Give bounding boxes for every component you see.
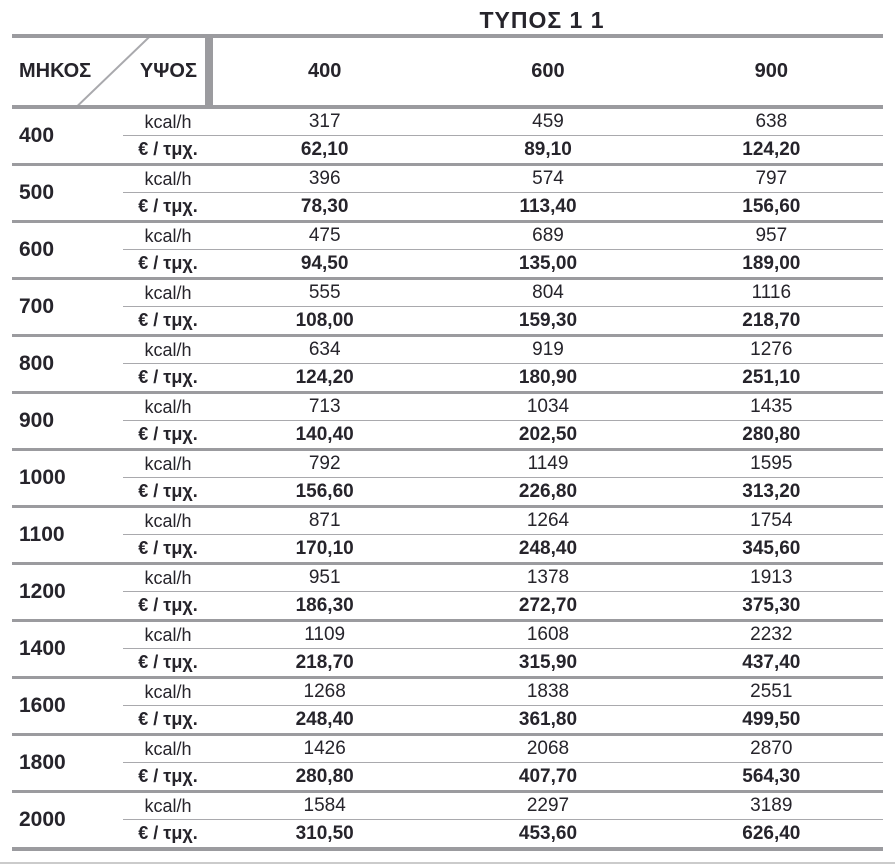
kcal-value: 2297 <box>436 793 659 820</box>
price-value: 159,30 <box>518 310 578 331</box>
price-value: 626,40 <box>742 823 801 844</box>
metric-label-price: € / τμχ. <box>138 709 198 729</box>
kcal-value: 919 <box>436 337 659 364</box>
price-value: 499,50 <box>742 709 801 730</box>
price-value: 135,00 <box>518 253 578 274</box>
price-value: 226,80 <box>518 481 578 502</box>
row-header-length: 800 <box>19 352 55 375</box>
col-axis-label: ΥΨΟΣ <box>139 60 197 82</box>
table-row-group <box>12 448 883 505</box>
kcal-value: 574 <box>436 166 659 193</box>
price-value: 310,50 <box>295 823 354 844</box>
corner-cell <box>12 38 205 105</box>
metric-label-kcal: kcal/h <box>123 223 213 250</box>
price-table <box>12 34 883 851</box>
kcal-value: 957 <box>660 223 883 250</box>
kcal-value: 2232 <box>660 622 883 649</box>
price-value: 156,60 <box>295 481 354 502</box>
kcal-value: 638 <box>660 109 883 136</box>
metric-label-price: € / τμχ. <box>138 481 198 501</box>
table-row-group <box>12 163 883 220</box>
price-value: 124,20 <box>742 139 801 160</box>
metric-label-kcal: kcal/h <box>123 622 213 649</box>
table-row-group <box>12 109 883 163</box>
kcal-value: 713 <box>213 394 436 421</box>
metric-label-price: € / τμχ. <box>138 139 198 159</box>
kcal-value: 555 <box>213 280 436 307</box>
metric-label-price: € / τμχ. <box>138 367 198 387</box>
metric-label-price: € / τμχ. <box>138 424 198 444</box>
row-header-length: 700 <box>19 295 55 318</box>
metric-label-price: € / τμχ. <box>138 196 198 216</box>
metric-label-price: € / τμχ. <box>138 538 198 558</box>
kcal-value: 2870 <box>660 736 883 763</box>
table-row-group <box>12 220 883 277</box>
kcal-value: 1913 <box>660 565 883 592</box>
price-value: 248,40 <box>295 709 354 730</box>
table-body <box>12 109 883 847</box>
kcal-value: 797 <box>660 166 883 193</box>
metric-label-kcal: kcal/h <box>123 280 213 307</box>
price-value: 170,10 <box>295 538 354 559</box>
header-divider-bar <box>205 38 213 105</box>
metric-label-kcal: kcal/h <box>123 793 213 820</box>
kcal-value: 871 <box>213 508 436 535</box>
row-header-length: 1000 <box>19 466 66 489</box>
page-title: ΤΥΠΟΣ 1 1 <box>479 7 605 33</box>
table-row-group <box>12 277 883 334</box>
price-value: 62,10 <box>300 139 349 160</box>
column-header-900: 900 <box>754 60 788 82</box>
row-header-length: 1100 <box>19 523 65 546</box>
metric-label-price: € / τμχ. <box>138 766 198 786</box>
kcal-value: 1276 <box>660 337 883 364</box>
bottom-divider <box>0 862 895 864</box>
kcal-value: 1268 <box>213 679 436 706</box>
kcal-value: 2068 <box>436 736 659 763</box>
kcal-value: 804 <box>436 280 659 307</box>
row-header-length: 1600 <box>19 694 66 717</box>
metric-label-price: € / τμχ. <box>138 595 198 615</box>
table-row-group <box>12 505 883 562</box>
kcal-value: 1378 <box>436 565 659 592</box>
kcal-value: 634 <box>213 337 436 364</box>
row-header-length: 1800 <box>19 751 66 774</box>
price-value: 89,10 <box>524 139 572 160</box>
price-value: 113,40 <box>519 196 577 217</box>
price-value: 189,00 <box>742 253 801 274</box>
price-value: 361,80 <box>518 709 578 730</box>
kcal-value: 1608 <box>436 622 659 649</box>
kcal-value: 1149 <box>436 451 659 478</box>
metric-label-price: € / τμχ. <box>138 310 198 330</box>
table-row-group <box>12 676 883 733</box>
price-value: 272,70 <box>518 595 578 616</box>
price-value: 437,40 <box>742 652 801 673</box>
table-row-group <box>12 334 883 391</box>
metric-label-kcal: kcal/h <box>123 394 213 421</box>
kcal-value: 3189 <box>660 793 883 820</box>
price-value: 280,80 <box>295 766 354 787</box>
price-value: 156,60 <box>742 196 801 217</box>
table-header <box>12 38 883 109</box>
price-value: 313,20 <box>742 481 801 502</box>
row-header-length: 900 <box>19 409 55 432</box>
kcal-value: 2551 <box>660 679 883 706</box>
row-header-length: 1400 <box>19 637 66 660</box>
price-value: 375,30 <box>742 595 801 616</box>
kcal-value: 1584 <box>213 793 436 820</box>
price-value: 251,10 <box>742 367 801 388</box>
price-value: 564,30 <box>742 766 801 787</box>
kcal-value: 459 <box>436 109 659 136</box>
metric-label-kcal: kcal/h <box>123 166 213 193</box>
table-row-group <box>12 733 883 790</box>
price-value: 248,40 <box>518 538 578 559</box>
price-value: 180,90 <box>518 367 578 388</box>
title-row <box>0 0 895 34</box>
kcal-value: 689 <box>436 223 659 250</box>
price-value: 218,70 <box>295 652 354 673</box>
price-value: 186,30 <box>295 595 354 616</box>
price-value: 453,60 <box>518 823 578 844</box>
metric-label-kcal: kcal/h <box>123 736 213 763</box>
kcal-value: 792 <box>213 451 436 478</box>
row-header-length: 400 <box>19 124 55 147</box>
metric-label-price: € / τμχ. <box>138 823 198 843</box>
price-value: 78,30 <box>300 196 349 217</box>
kcal-value: 1109 <box>213 622 436 649</box>
price-value: 140,40 <box>295 424 354 445</box>
table-row-group <box>12 790 883 847</box>
price-value: 345,60 <box>742 538 801 559</box>
metric-label-kcal: kcal/h <box>123 679 213 706</box>
price-value: 407,70 <box>518 766 578 787</box>
price-value: 218,70 <box>742 310 801 331</box>
kcal-value: 396 <box>213 166 436 193</box>
kcal-value: 1426 <box>213 736 436 763</box>
metric-label-kcal: kcal/h <box>123 337 213 364</box>
metric-label-price: € / τμχ. <box>138 652 198 672</box>
kcal-value: 1264 <box>436 508 659 535</box>
column-header-600: 600 <box>531 60 565 82</box>
column-header-400: 400 <box>307 60 342 82</box>
metric-label-kcal: kcal/h <box>123 109 213 136</box>
kcal-value: 1754 <box>660 508 883 535</box>
metric-label-kcal: kcal/h <box>123 451 213 478</box>
kcal-value: 1435 <box>660 394 883 421</box>
diagonal-divider-line <box>12 38 205 105</box>
price-value: 280,80 <box>742 424 801 445</box>
metric-label-kcal: kcal/h <box>123 508 213 535</box>
kcal-value: 317 <box>213 109 436 136</box>
metric-label-kcal: kcal/h <box>123 565 213 592</box>
metric-label-price: € / τμχ. <box>138 253 198 273</box>
table-row-group <box>12 391 883 448</box>
kcal-value: 1034 <box>436 394 659 421</box>
price-value: 315,90 <box>518 652 578 673</box>
kcal-value: 1595 <box>660 451 883 478</box>
kcal-value: 951 <box>213 565 436 592</box>
table-row-group <box>12 619 883 676</box>
row-header-length: 500 <box>19 181 55 204</box>
table-row-group <box>12 562 883 619</box>
row-header-length: 2000 <box>19 808 66 831</box>
row-header-length: 600 <box>19 238 55 261</box>
kcal-value: 1116 <box>660 280 883 307</box>
price-value: 94,50 <box>300 253 349 274</box>
price-value: 202,50 <box>518 424 578 445</box>
kcal-value: 475 <box>213 223 436 250</box>
row-header-length: 1200 <box>19 580 66 603</box>
row-axis-label: ΜΗΚΟΣ <box>19 60 92 82</box>
price-value: 108,00 <box>295 310 354 331</box>
kcal-value: 1838 <box>436 679 659 706</box>
price-value: 124,20 <box>295 367 354 388</box>
